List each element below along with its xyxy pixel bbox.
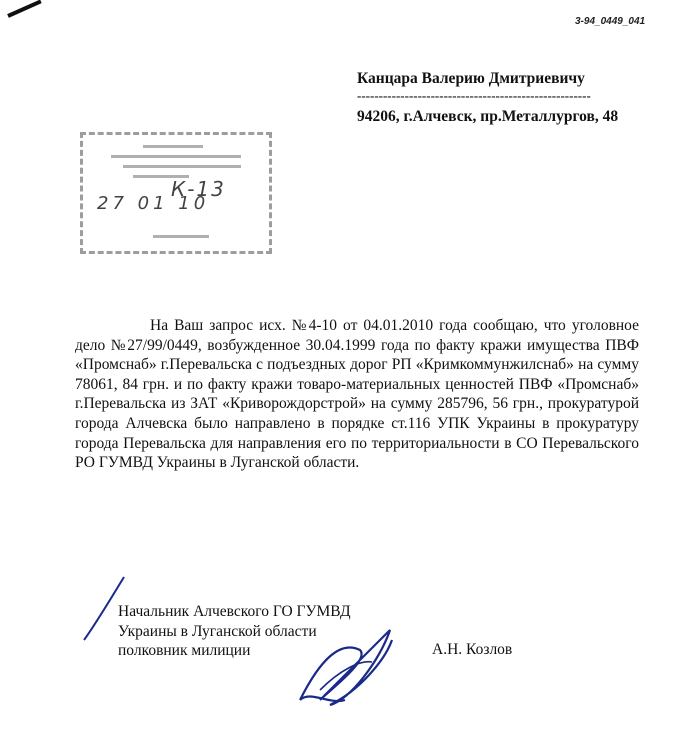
stamp-ink-line — [143, 145, 203, 148]
signatory-name: А.Н. Козлов — [432, 641, 513, 658]
signatory-line-1: Начальник Алчевского ГО ГУМВД — [118, 603, 351, 620]
addressee-name: Канцара Валерию Дмитриевичу — [357, 70, 585, 87]
stamp-ink-line — [123, 165, 241, 168]
signatory-line-3: полковник милиции — [118, 642, 251, 660]
addressee-block — [357, 70, 637, 126]
stamp-registration-number: К-13 — [171, 177, 226, 201]
registration-stamp — [80, 132, 272, 254]
document-code: 3-94_0449_041 — [575, 16, 646, 27]
addressee-address: 94206, г.Алчевск, пр.Металлургов, 48 — [357, 108, 619, 125]
letter-body: На Ваш запрос исх. №4-10 от 04.01.2010 года сообщаю, что уголовное дело №27/99/0449, возбужденное 30.04.1999 года по факту кражи имущества ПВФ «Промснаб» г.Перевальска с подъездных дорог РП «Кримкоммунжилснаб» на сумму 78061, 84 грн. и по факту кражи товаро-материальных ценностей ПВФ «Промснаб» г.Перевальска из ЗАТ «Криворождорстрой» на сумму 285796, 56 грн., прокуратурой города Алчевска было направлено в порядке ст.116 УПК Украины в прокуратуру города Перевальска для направления его по территориальности в СО Перевальского РО ГУМВД Украины в Луганской области. — [75, 317, 639, 472]
stamp-date: 27 01 10 — [97, 193, 210, 214]
corner-mark — [7, 0, 42, 18]
signatory-title — [118, 602, 351, 661]
stamp-ink-line — [111, 155, 241, 158]
addressee-separator: ------------------------------------------------------ — [357, 90, 591, 102]
stamp-ink-line — [153, 235, 209, 238]
signatory-line-2: Украины в Луганской области — [118, 622, 317, 640]
